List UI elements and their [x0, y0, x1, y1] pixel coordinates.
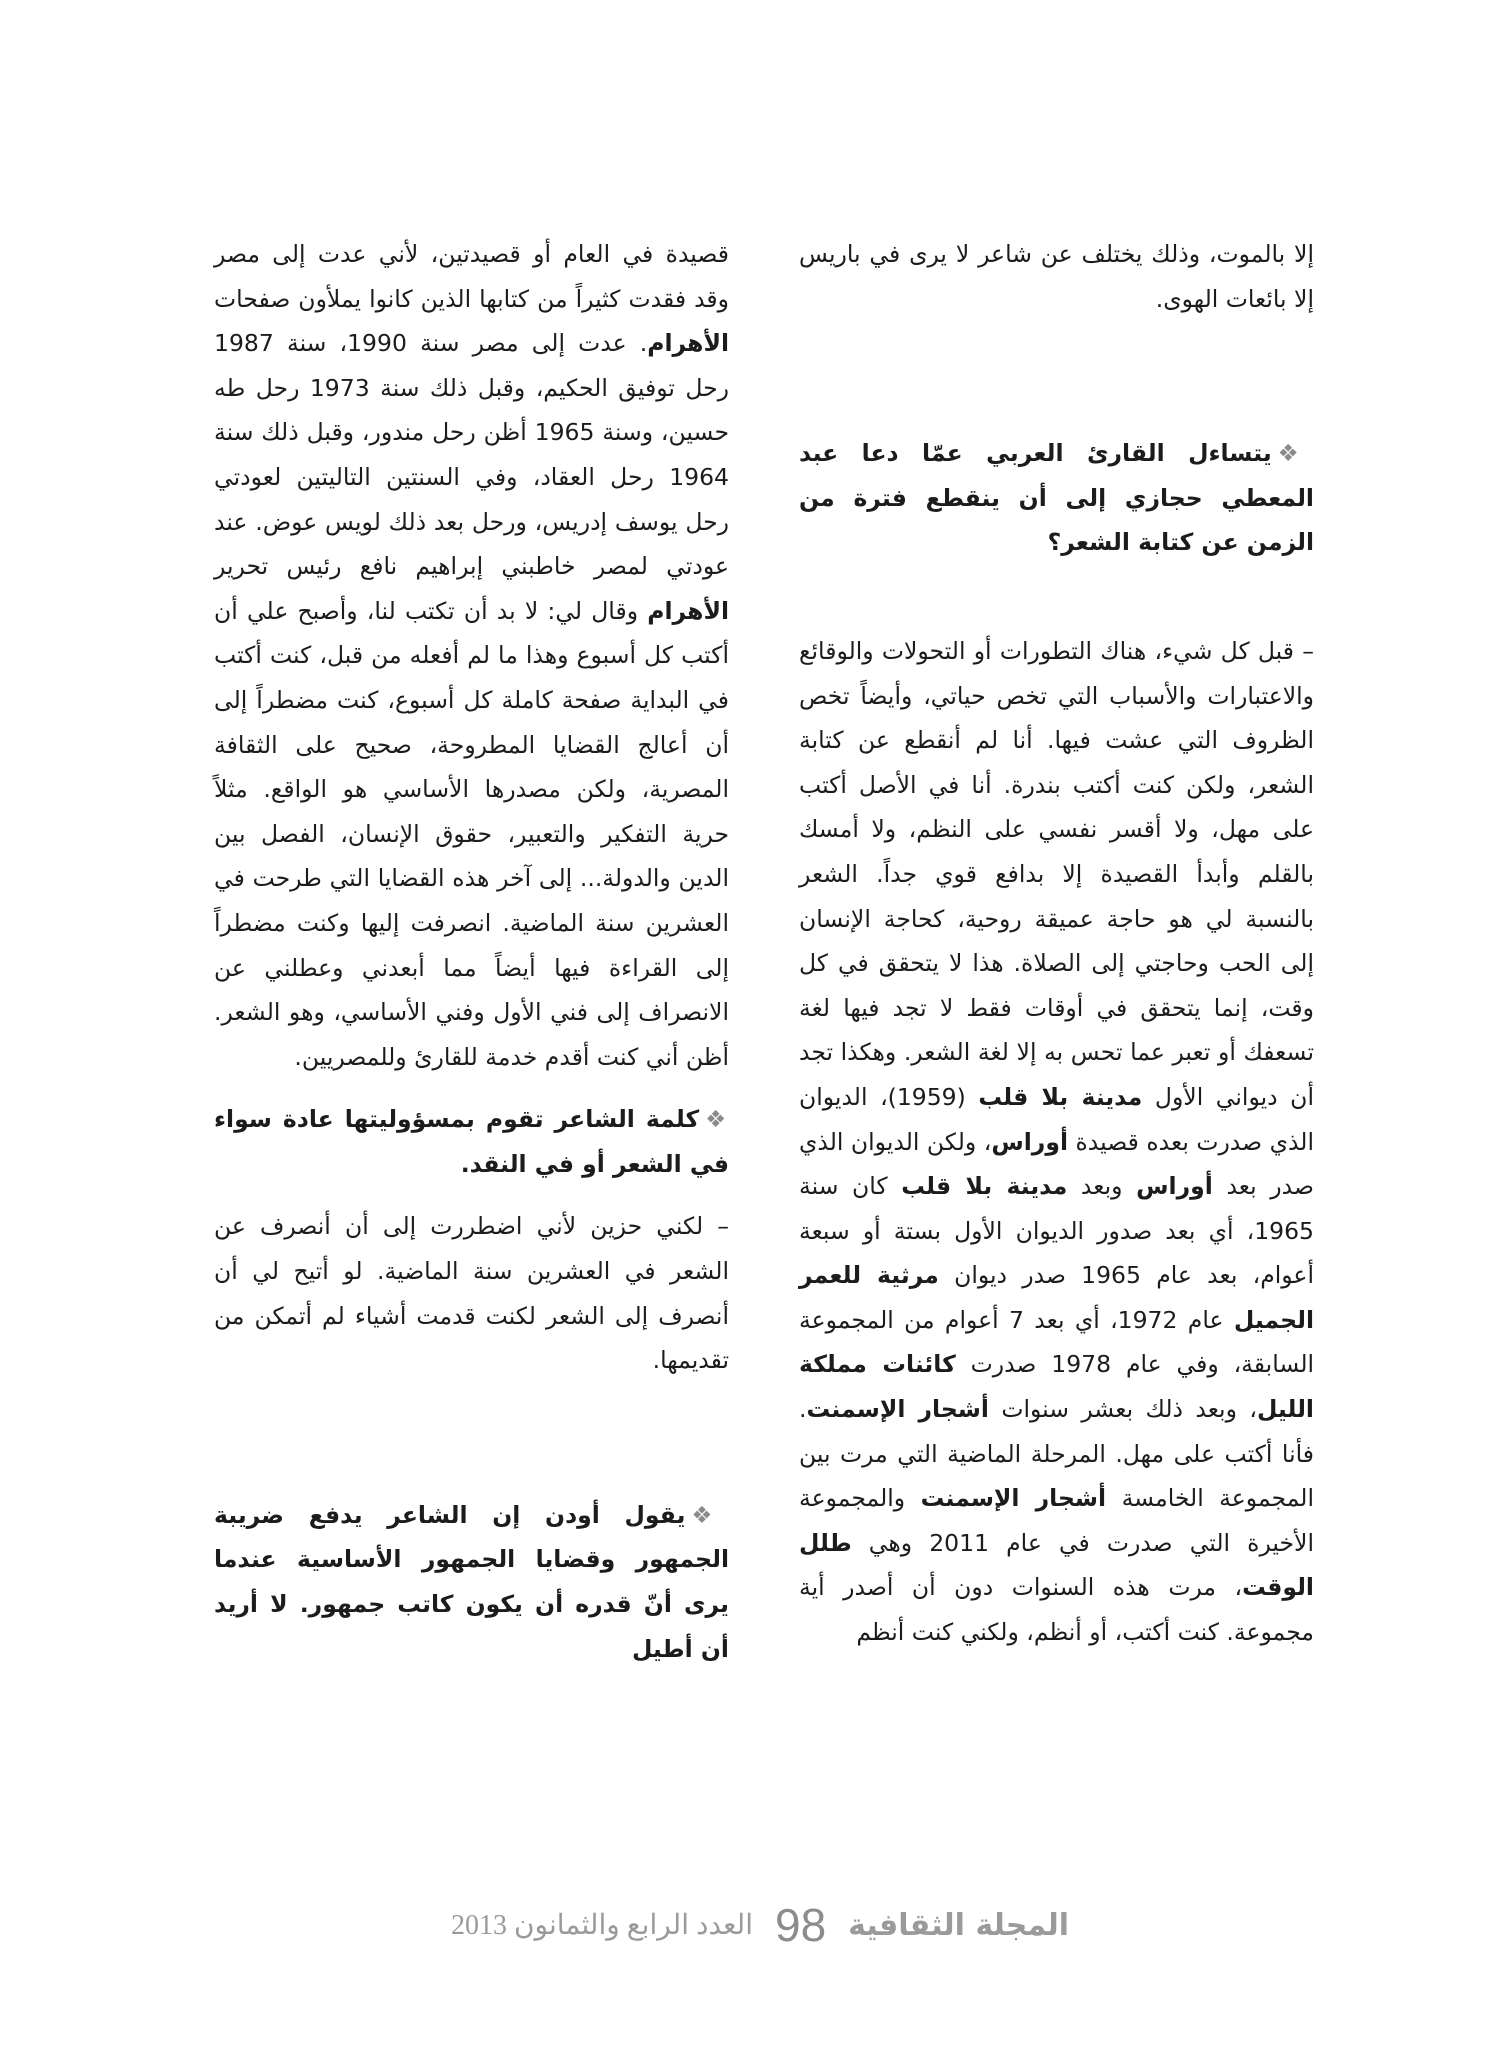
book-title: مدينة بلا قلب — [978, 1082, 1143, 1111]
book-title: أوراس — [991, 1127, 1069, 1156]
magazine-name: المجلة الثقافية — [848, 1907, 1070, 1943]
book-title: أوراس — [1136, 1172, 1213, 1201]
book-title: طلل الوقت — [799, 1528, 1314, 1602]
page-footer — [450, 1895, 1070, 1955]
paragraph: إلا بالموت، وذلك يختلف عن شاعر لا يرى في باريس إلا بائعات الهوى. — [799, 240, 1314, 313]
diamond-bullet-icon: ❖ — [691, 1500, 729, 1529]
answer-paragraph: – قبل كل شيء، هناك التطورات أو التحولات والوقائع والاعتبارات والأسباب التي تخص حياتي، وأيضاً تخص الظروف التي عشت فيها. أنا لم أنقطع عن كتابة الشعر، ولكن كنت أكتب بندرة. أنا في الأصل أكتب على مهل، ولا أقسر نفسي على النظم، ولا أمسك بالقلم وأبدأ القصيدة إلا بدافع قوي جداً. الشعر بالنسبة لي هو حاجة عميقة روحية، كحاجة الإنسان إلى الحب وحاجتي إلى الصلاة. هذا لا يتحقق في كل وقت، إنما يتحقق في أوقات فقط لا تجد فيها لغة تسعفك أو تعبر عما تحس به إلا لغة الشعر. وهكذا تجد أن ديواني الأول مدينة بلا قلب (1959)، الديوان الذي صدرت بعده قصيدة أوراس، ولكن الديوان الذي صدر بعد أوراس وبعد مدينة بلا قلب كان سنة 1965، أي بعد صدور الديوان الأول بستة أو سبعة أعوام، بعد عام 1965 صدر ديوان مرثية للعمر الجميل عام 1972، أي بعد 7 أعوام من المجموعة السابقة، وفي عام 1978 صدرت كائنات مملكة الليل، وبعد ذلك بعشر سنوات أشجار الإسمنت. فأنا أكتب على مهل. المرحلة الماضية التي مرت بين المجموعة الخامسة أشجار الإسمنت والمجموعة الأخيرة التي صدرت في عام 2011 وهي طلل الوقت، مرت هذه السنوات دون أن أصدر أية مجموعة. كنت أكتب، أو أنظم، ولكني كنت أنظم — [799, 636, 1315, 1647]
diamond-bullet-icon: ❖ — [705, 1105, 729, 1134]
interview-question — [214, 1493, 729, 1671]
book-title: مدينة بلا قلب — [901, 1172, 1068, 1201]
page-number: 98 — [774, 1899, 827, 1951]
book-title: مرثية للعمر الجميل — [799, 1261, 1314, 1334]
book-title: أشجار الإسمنت — [806, 1395, 989, 1424]
question-text: كلمة الشاعر تقوم بمسؤوليتها عادة سواء في الشعر أو في النقد. — [214, 1105, 729, 1178]
newspaper-name: الأهرام — [647, 329, 730, 358]
interview-question — [799, 431, 1314, 565]
left-column — [214, 232, 729, 1671]
diamond-bullet-icon: ❖ — [1277, 439, 1314, 468]
answer-paragraph: قصيدة في العام أو قصيدتين، لأني عدت إلى مصر وقد فقدت كثيراً من كتابها الذين كانوا يملأون صفحات الأهرام. عدت إلى مصر سنة 1990، سنة 1987 رحل توفيق الحكيم، وقبل ذلك سنة 1973 رحل طه حسين، وسنة 1965 أظن رحل مندور، وقبل ذلك سنة 1964 رحل العقاد، وفي السنتين التاليتين لعودتي رحل يوسف إدريس، ورحل بعد ذلك لويس عوض. عند عودتي لمصر خاطبني إبراهيم نافع رئيس تحرير الأهرام وقال لي: لا بد أن تكتب لنا، وأصبح علي أن أكتب كل أسبوع وهذا ما لم أفعله من قبل، كنت أكتب في البداية صفحة كاملة كل أسبوع، كنت مضطراً إلى أن أعالج القضايا المطروحة، صحيح على الثقافة المصرية، ولكن مصدرها الأساسي هو الواقع. مثلاً حرية التفكير والتعبير، حقوق الإنسان، الفصل بين الدين والدولة... إلى آخر هذه القضايا التي طرحت في العشرين سنة الماضية. انصرفت إليها وكنت مضطراً إلى القراءة فيها أيضاً مما أبعدني وعطلني عن الانصراف إلى فني الأول وفني الأساسي، وهو الشعر. أظن أني كنت أقدم خدمة للقارئ وللمصريين. — [214, 240, 730, 1071]
interview-question — [214, 1097, 729, 1186]
issue-label: العدد الرابع والثمانون 2013 — [450, 1910, 753, 1941]
right-column — [799, 232, 1314, 1655]
book-title: كائنات مملكة الليل — [799, 1350, 1314, 1424]
newspaper-name: الأهرام — [647, 596, 729, 625]
question-text: يتساءل القارئ العربي عمّا دعا عبد المعطي حجازي إلى أن ينقطع فترة من الزمن عن كتابة الشعر؟ — [799, 439, 1314, 557]
question-text: يقول أودن إن الشاعر يدفع ضريبة الجمهور وقضايا الجمهور الأساسية عندما يرى أنّ قدره أن يكون كاتب جمهور. لا أريد أن أطيل — [214, 1500, 729, 1663]
book-title: أشجار الإسمنت — [920, 1484, 1107, 1513]
answer-paragraph: – لكني حزين لأني اضطررت إلى أن أنصرف عن الشعر في العشرين سنة الماضية. لو أتيح لي أن أنصرف إلى الشعر لكنت قدمت أشياء لم أتمكن من تقديمها. — [214, 1212, 729, 1375]
